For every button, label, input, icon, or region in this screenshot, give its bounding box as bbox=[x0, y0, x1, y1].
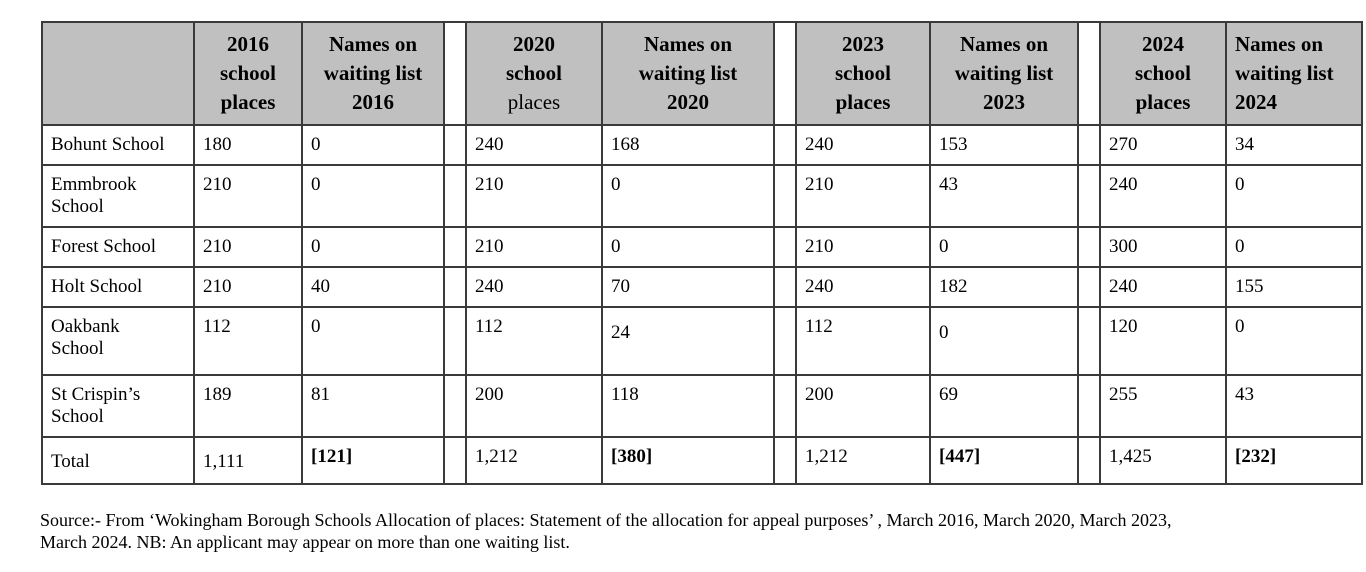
total-waiting-2020-cell: [380] bbox=[602, 437, 774, 484]
places-2023-cell: 240 bbox=[796, 125, 930, 165]
places-2020-cell: 240 bbox=[466, 267, 602, 307]
table-row bbox=[42, 375, 1362, 437]
gap-cell bbox=[774, 307, 796, 375]
places-2024-cell: 270 bbox=[1100, 125, 1226, 165]
waiting-2020-cell: 168 bbox=[602, 125, 774, 165]
school-name-cell: Bohunt School bbox=[42, 125, 194, 165]
places-2016-cell: 210 bbox=[194, 267, 302, 307]
gap-cell bbox=[1078, 437, 1100, 484]
waiting-2023-cell: 182 bbox=[930, 267, 1078, 307]
table-row bbox=[42, 165, 1362, 227]
waiting-2020-cell: 118 bbox=[602, 375, 774, 437]
header-2023-waiting: Names on waiting list 2023 bbox=[930, 22, 1078, 125]
waiting-2016-cell: 40 bbox=[302, 267, 444, 307]
header-2020-places: 2020 school places bbox=[466, 22, 602, 125]
places-2023-cell: 210 bbox=[796, 165, 930, 227]
header-gap bbox=[774, 22, 796, 125]
total-row bbox=[42, 437, 1362, 484]
places-2020-cell: 210 bbox=[466, 165, 602, 227]
source-line-2: March 2024. NB: An applicant may appear on more than one waiting list. bbox=[40, 532, 570, 552]
school-name-cell: Forest School bbox=[42, 227, 194, 267]
places-2020-cell: 112 bbox=[466, 307, 602, 375]
waiting-2020-cell: 0 bbox=[602, 165, 774, 227]
waiting-2020-cell: 70 bbox=[602, 267, 774, 307]
waiting-2020-cell: 24 bbox=[602, 307, 774, 375]
header-gap bbox=[444, 22, 466, 125]
gap-cell bbox=[444, 227, 466, 267]
total-places-2023-cell: 1,212 bbox=[796, 437, 930, 484]
places-2023-cell: 240 bbox=[796, 267, 930, 307]
places-2024-cell: 300 bbox=[1100, 227, 1226, 267]
places-2016-cell: 112 bbox=[194, 307, 302, 375]
total-waiting-2023-cell: [447] bbox=[930, 437, 1078, 484]
gap-cell bbox=[1078, 227, 1100, 267]
gap-cell bbox=[444, 307, 466, 375]
places-2020-cell: 210 bbox=[466, 227, 602, 267]
waiting-2020-cell: 0 bbox=[602, 227, 774, 267]
header-blank-cell bbox=[42, 22, 194, 125]
places-2020-cell: 240 bbox=[466, 125, 602, 165]
header-2016-places: 2016 school places bbox=[194, 22, 302, 125]
waiting-2024-cell: 43 bbox=[1226, 375, 1362, 437]
gap-cell bbox=[444, 125, 466, 165]
waiting-2024-cell: 0 bbox=[1226, 165, 1362, 227]
gap-cell bbox=[1078, 307, 1100, 375]
gap-cell bbox=[444, 437, 466, 484]
gap-cell bbox=[444, 165, 466, 227]
gap-cell bbox=[1078, 267, 1100, 307]
waiting-2016-cell: 0 bbox=[302, 165, 444, 227]
places-2023-cell: 210 bbox=[796, 227, 930, 267]
gap-cell bbox=[774, 437, 796, 484]
source-line-1: Source:- From ‘Wokingham Borough Schools Allocation of places: Statement of the allocation for appeal purposes’ , March 2016, March 2020, March 2023, bbox=[40, 510, 1172, 530]
total-places-2016-cell: 1,111 bbox=[194, 437, 302, 484]
total-places-2020-cell: 1,212 bbox=[466, 437, 602, 484]
places-2023-cell: 200 bbox=[796, 375, 930, 437]
gap-cell bbox=[1078, 125, 1100, 165]
header-2020-waiting: Names on waiting list 2020 bbox=[602, 22, 774, 125]
gap-cell bbox=[774, 375, 796, 437]
school-places-table bbox=[41, 21, 1363, 485]
header-2023-places: 2023 school places bbox=[796, 22, 930, 125]
places-2024-cell: 240 bbox=[1100, 267, 1226, 307]
source-note bbox=[40, 509, 1366, 553]
school-name-cell: Emmbrook School bbox=[42, 165, 194, 227]
gap-cell bbox=[774, 165, 796, 227]
waiting-2016-cell: 81 bbox=[302, 375, 444, 437]
waiting-2023-cell: 153 bbox=[930, 125, 1078, 165]
gap-cell bbox=[774, 267, 796, 307]
places-2016-cell: 180 bbox=[194, 125, 302, 165]
places-2024-cell: 120 bbox=[1100, 307, 1226, 375]
total-waiting-2016-cell: [121] bbox=[302, 437, 444, 484]
places-2023-cell: 112 bbox=[796, 307, 930, 375]
total-waiting-2024-cell: [232] bbox=[1226, 437, 1362, 484]
places-2024-cell: 240 bbox=[1100, 165, 1226, 227]
table-row bbox=[42, 227, 1362, 267]
gap-cell bbox=[1078, 375, 1100, 437]
waiting-2016-cell: 0 bbox=[302, 227, 444, 267]
gap-cell bbox=[444, 267, 466, 307]
waiting-2023-cell: 69 bbox=[930, 375, 1078, 437]
table-row bbox=[42, 125, 1362, 165]
waiting-2023-cell: 0 bbox=[930, 307, 1078, 375]
waiting-2024-cell: 0 bbox=[1226, 227, 1362, 267]
gap-cell bbox=[774, 125, 796, 165]
gap-cell bbox=[774, 227, 796, 267]
total-places-2024-cell: 1,425 bbox=[1100, 437, 1226, 484]
places-2024-cell: 255 bbox=[1100, 375, 1226, 437]
school-name-cell: Oakbank School bbox=[42, 307, 194, 375]
waiting-2023-cell: 43 bbox=[930, 165, 1078, 227]
gap-cell bbox=[1078, 165, 1100, 227]
places-2016-cell: 189 bbox=[194, 375, 302, 437]
school-name-cell: St Crispin’s School bbox=[42, 375, 194, 437]
gap-cell bbox=[444, 375, 466, 437]
total-label-cell: Total bbox=[42, 437, 194, 484]
places-2016-cell: 210 bbox=[194, 165, 302, 227]
waiting-2016-cell: 0 bbox=[302, 307, 444, 375]
waiting-2024-cell: 0 bbox=[1226, 307, 1362, 375]
header-2016-waiting: Names on waiting list 2016 bbox=[302, 22, 444, 125]
waiting-2016-cell: 0 bbox=[302, 125, 444, 165]
table-row bbox=[42, 307, 1362, 375]
waiting-2023-cell: 0 bbox=[930, 227, 1078, 267]
waiting-2024-cell: 34 bbox=[1226, 125, 1362, 165]
header-2024-places: 2024 school places bbox=[1100, 22, 1226, 125]
header-row bbox=[42, 22, 1362, 125]
places-2020-cell: 200 bbox=[466, 375, 602, 437]
header-2024-waiting: Names on waiting list 2024 bbox=[1226, 22, 1362, 125]
header-gap bbox=[1078, 22, 1100, 125]
places-2016-cell: 210 bbox=[194, 227, 302, 267]
waiting-2024-cell: 155 bbox=[1226, 267, 1362, 307]
table-row bbox=[42, 267, 1362, 307]
school-name-cell: Holt School bbox=[42, 267, 194, 307]
